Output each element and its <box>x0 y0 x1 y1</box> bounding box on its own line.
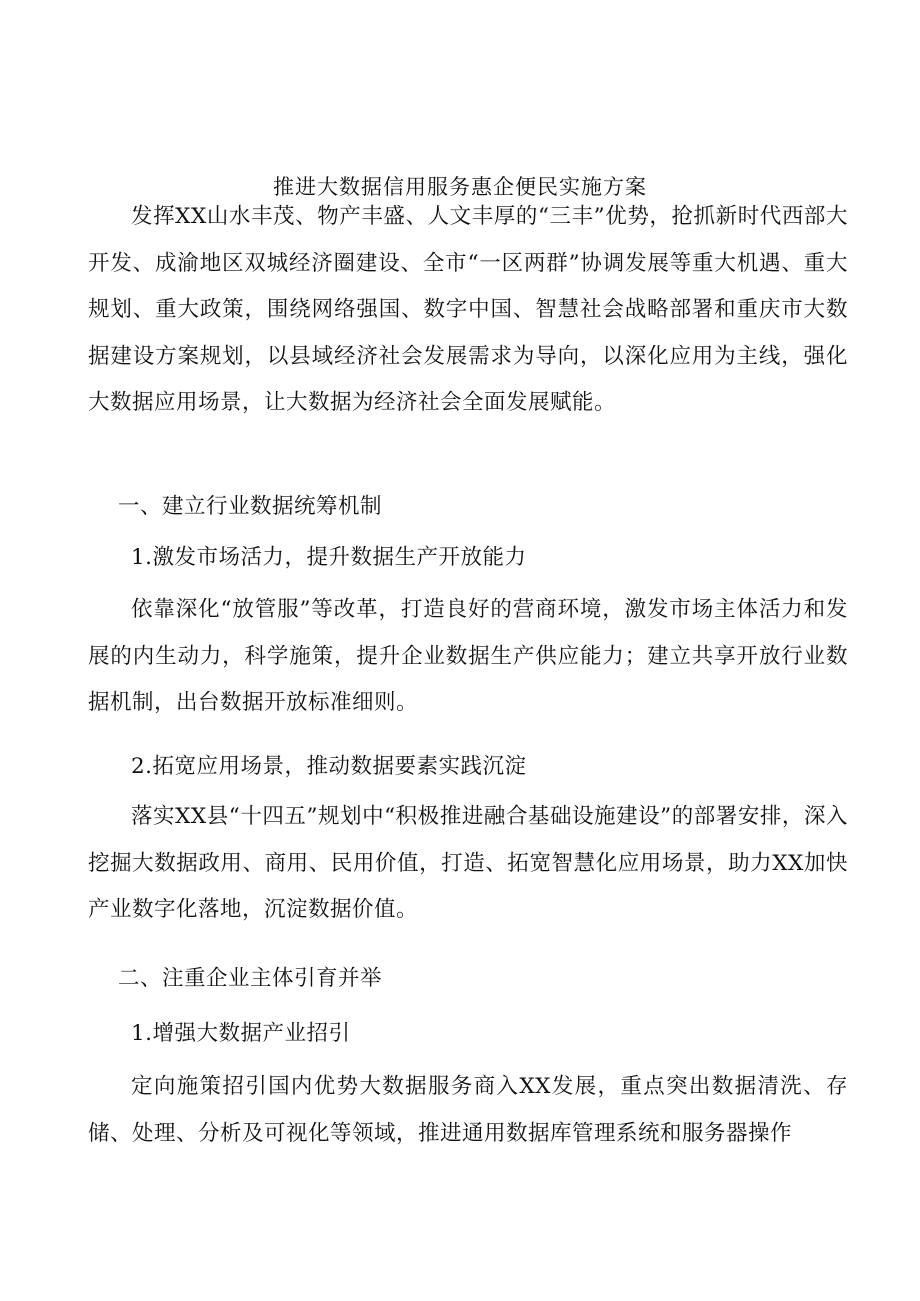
section-2-item-1-body: 定向施策招引国内优势大数据服务商入XX发展，重点突出数据清洗、存储、处理、分析及可视化等领域，推进通用数据库管理系统和服务器操作 <box>88 1074 848 1146</box>
document-title: 推进大数据信用服务惠企便民实施方案 <box>273 175 647 199</box>
section-1-item-2-heading: 2.拓宽应用场景，推动数据要素实践沉淀 <box>131 754 527 779</box>
intro-paragraph: 发挥XX山水丰茂、物产丰盛、人文丰厚的“三丰”优势，抢抓新时代西部大开发、成渝地区双城经济圈建设、全市“一区两群”协调发展等重大机遇、重大规划、重大政策，围绕网络强国、数字中国、智慧社会战略部署和重庆市大数据建设方案规划，以县域经济社会发展需求为导向，以深化应用为主线，强化大数据应用场景，让大数据为经济社会全面发展赋能。 <box>88 204 848 415</box>
section-1-item-2-body: 落实XX县“十四五”规划中“积极推进融合基础设施建设”的部署安排，深入挖掘大数据政用、商用、民用价值，打造、拓宽智慧化应用场景，助力XX加快产业数字化落地，沉淀数据价值。 <box>88 804 848 922</box>
section-1-heading: 一、建立行业数据统筹机制 <box>118 494 383 519</box>
section-2-heading: 二、注重企业主体引育并举 <box>118 966 383 991</box>
section-2-item-1-heading: 1.增强大数据产业招引 <box>131 1021 351 1046</box>
section-1-item-1-body: 依靠深化“放管服”等改革，打造良好的营商环境，激发市场主体活力和发展的内生动力，科学施策，提升企业数据生产供应能力；建立共享开放行业数据机制，出台数据开放标准细则。 <box>88 597 848 715</box>
section-1-item-1-heading: 1.激发市场活力，提升数据生产开放能力 <box>131 545 527 570</box>
